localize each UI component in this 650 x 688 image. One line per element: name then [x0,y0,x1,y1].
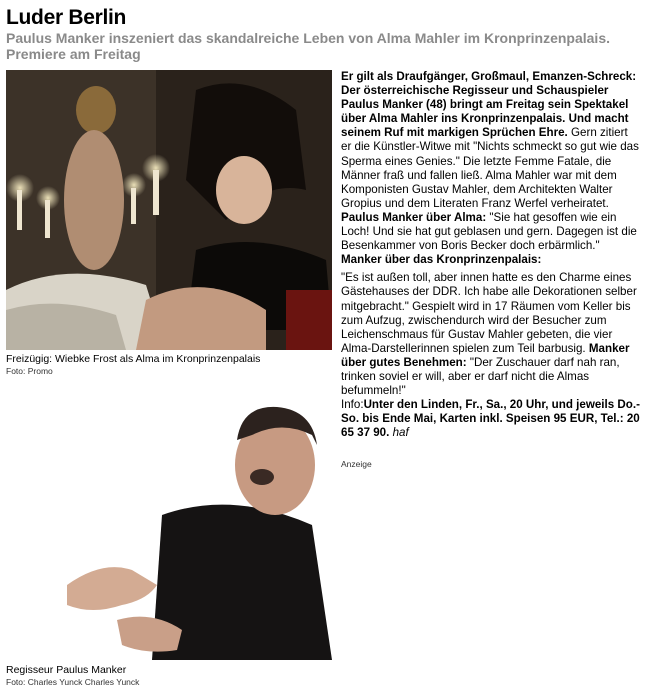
alma-quote: "Sie hat gesoffen wie ein Loch! Und sie hat gut geblasen und gern. Dagegen ist die Besenkammer von Boris Becker doch erbärmlich." [341,210,637,253]
article-intro [341,70,641,267]
ad-label: Anzeige [341,459,372,469]
alma-label: Paulus Manker über Alma: [341,210,487,224]
stage-photo [6,70,332,350]
manners-quote: "Der Zuschauer darf nah ran, trinken soviel er will, aber er darf nicht die Almas befummeln!" [341,355,620,398]
article-body [341,70,641,444]
article-continuation [341,271,641,440]
intro-text: Gern zitiert er die Künstler-Witwe mit "Nichts schmeckt so gut wie das Sperma eines Genies." Die letzte Femme Fatale, die Männer fraß und fallen ließ. Alma Mahler war mit dem Komponisten Gustav Mahler, dem Architekten Walter Gropius und dem Literaten Franz Werfel verheiratet. [341,126,639,210]
subheadline: Paulus Manker inszeniert das skandalreiche Leben von Alma Mahler im Kronprinzenpalais. Premiere am Freitag [6,30,610,62]
info-details: Unter den Linden, Fr., Sa., 20 Uhr, und jeweils Do.-So. bis Ende Mai, Karten inkl. Speisen 95 EUR, Tel.: 20 65 37 90. [341,398,640,440]
palais-quote: "Es ist außen toll, aber innen hatte es den Charme eines Gästehauses der DDR. Ich habe alle Dekorationen selber mitgebracht." Gespielt wird in 17 Räumen vom Keller bis zum Aufzug, zwischendurch wird der Besucher zum Leichenschmaus für Gustav Mahler gebeten, die vier Alma-Darstellerinnen spielen zum Teil barbusig. [341,271,637,355]
headline: Luder Berlin [6,6,127,29]
photo-caption-2: Regisseur Paulus Manker [6,664,127,676]
author-initials: haf [389,426,409,440]
intro-bold: Er gilt als Draufgänger, Großmaul, Emanzen-Schreck: Der österreichische Regisseur und Schauspieler Paulus Manker (48) bringt am Freitag sein Spektakel über Alma Mahler ins Kronprinzenpalais. Und macht seinem Ruf mit markigen Sprüchen Ehre. [341,70,637,140]
photo-credit-2: Foto: Charles Yunck Charles Yunck [6,677,140,687]
photo-credit: Foto: Promo [6,366,53,376]
info-label: Info: [341,398,364,412]
director-photo [62,385,332,660]
manners-label: Manker über gutes Benehmen: [341,341,630,369]
palais-label: Manker über das Kronprinzenpalais: [341,253,542,267]
photo-caption: Freizügig: Wiebke Frost als Alma im Kronprinzenpalais [6,353,261,365]
